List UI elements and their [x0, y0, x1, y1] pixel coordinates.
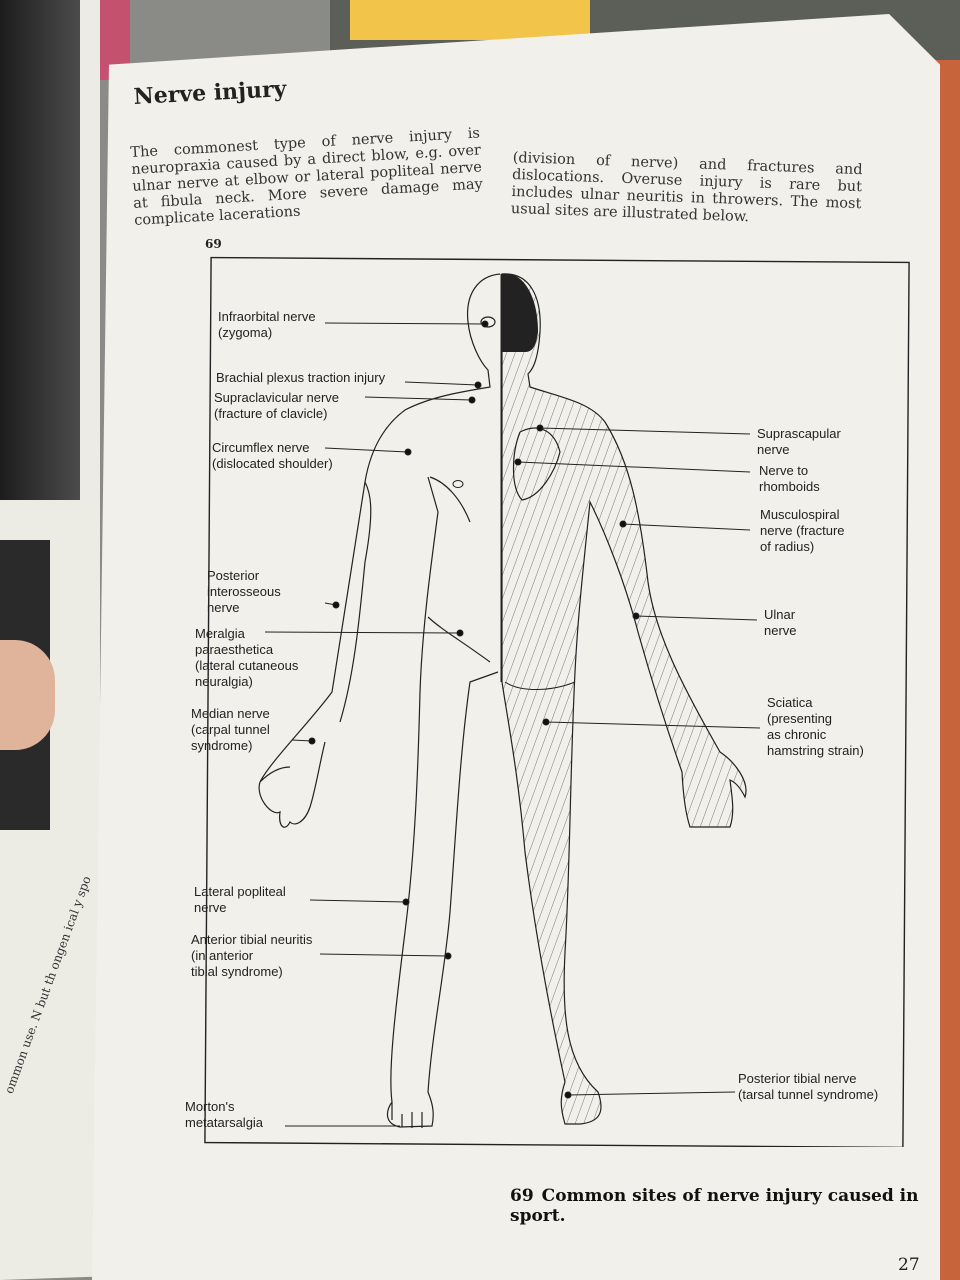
label-mortons: Morton's metatarsalgia	[185, 1099, 264, 1130]
label-rhomboids: Nerve to rhomboids	[759, 463, 820, 494]
label-sciatica: Sciatica (presenting as chronic hamstring strain)	[767, 695, 864, 758]
label-musculospiral: Musculospiral nerve (fracture of radius)	[760, 507, 845, 554]
nipple	[453, 481, 463, 488]
label-supraclavicular-nerve: Supraclavicular nerve (fracture of clavicle)	[214, 390, 340, 421]
label-infraorbital-nerve: Infraorbital nerve (zygoma)	[218, 309, 316, 340]
intro-column-left: The commonest type of nerve injury is neuropraxia caused by a direct blow, e.g. over ulnar nerve at elbow or lateral popliteal nerve at fibula neck. More severe damage may complicate lacerations	[130, 125, 484, 229]
label-meralgia: Meralgia paraesthetica (lateral cutaneous neuralgia)	[195, 626, 299, 689]
hand	[0, 640, 55, 750]
figure-number: 69	[205, 237, 222, 251]
caption-number: 69	[510, 1186, 534, 1206]
label-circumflex-nerve: Circumflex nerve (dislocated shoulder)	[212, 440, 333, 471]
label-brachial-plexus: Brachial plexus traction injury	[216, 370, 386, 385]
label-posterior-tibial: Posterior tibial nerve (tarsal tunnel syndrome)	[738, 1071, 879, 1102]
background-object	[350, 0, 590, 40]
figure-caption	[510, 1186, 960, 1226]
label-suprascapular: Suprascapular nerve	[757, 426, 841, 457]
intro-column-right: (division of nerve) and fractures and dislocations. Overuse injury is rare but includes ulnar neuritis in throwers. The most usual sites are illustrated below.	[510, 150, 863, 226]
label-ulnar: Ulnar nerve	[764, 607, 797, 638]
label-lateral-popliteal: Lateral popliteal nerve	[194, 884, 286, 915]
body-back-hatched	[502, 274, 746, 1124]
label-posterior-interosseous: Posterior interosseous nerve	[207, 568, 281, 615]
label-anterior-tibial: Anterior tibial neuritis (in anterior tibial syndrome)	[191, 932, 313, 979]
section-heading: Nerve injury	[133, 76, 287, 110]
left-page-photo	[0, 0, 80, 500]
caption-text: Common sites of nerve injury caused in sport.	[510, 1186, 919, 1226]
page-number: 27	[898, 1255, 920, 1275]
label-median-nerve: Median nerve (carpal tunnel syndrome)	[191, 706, 270, 753]
hair	[502, 274, 538, 352]
